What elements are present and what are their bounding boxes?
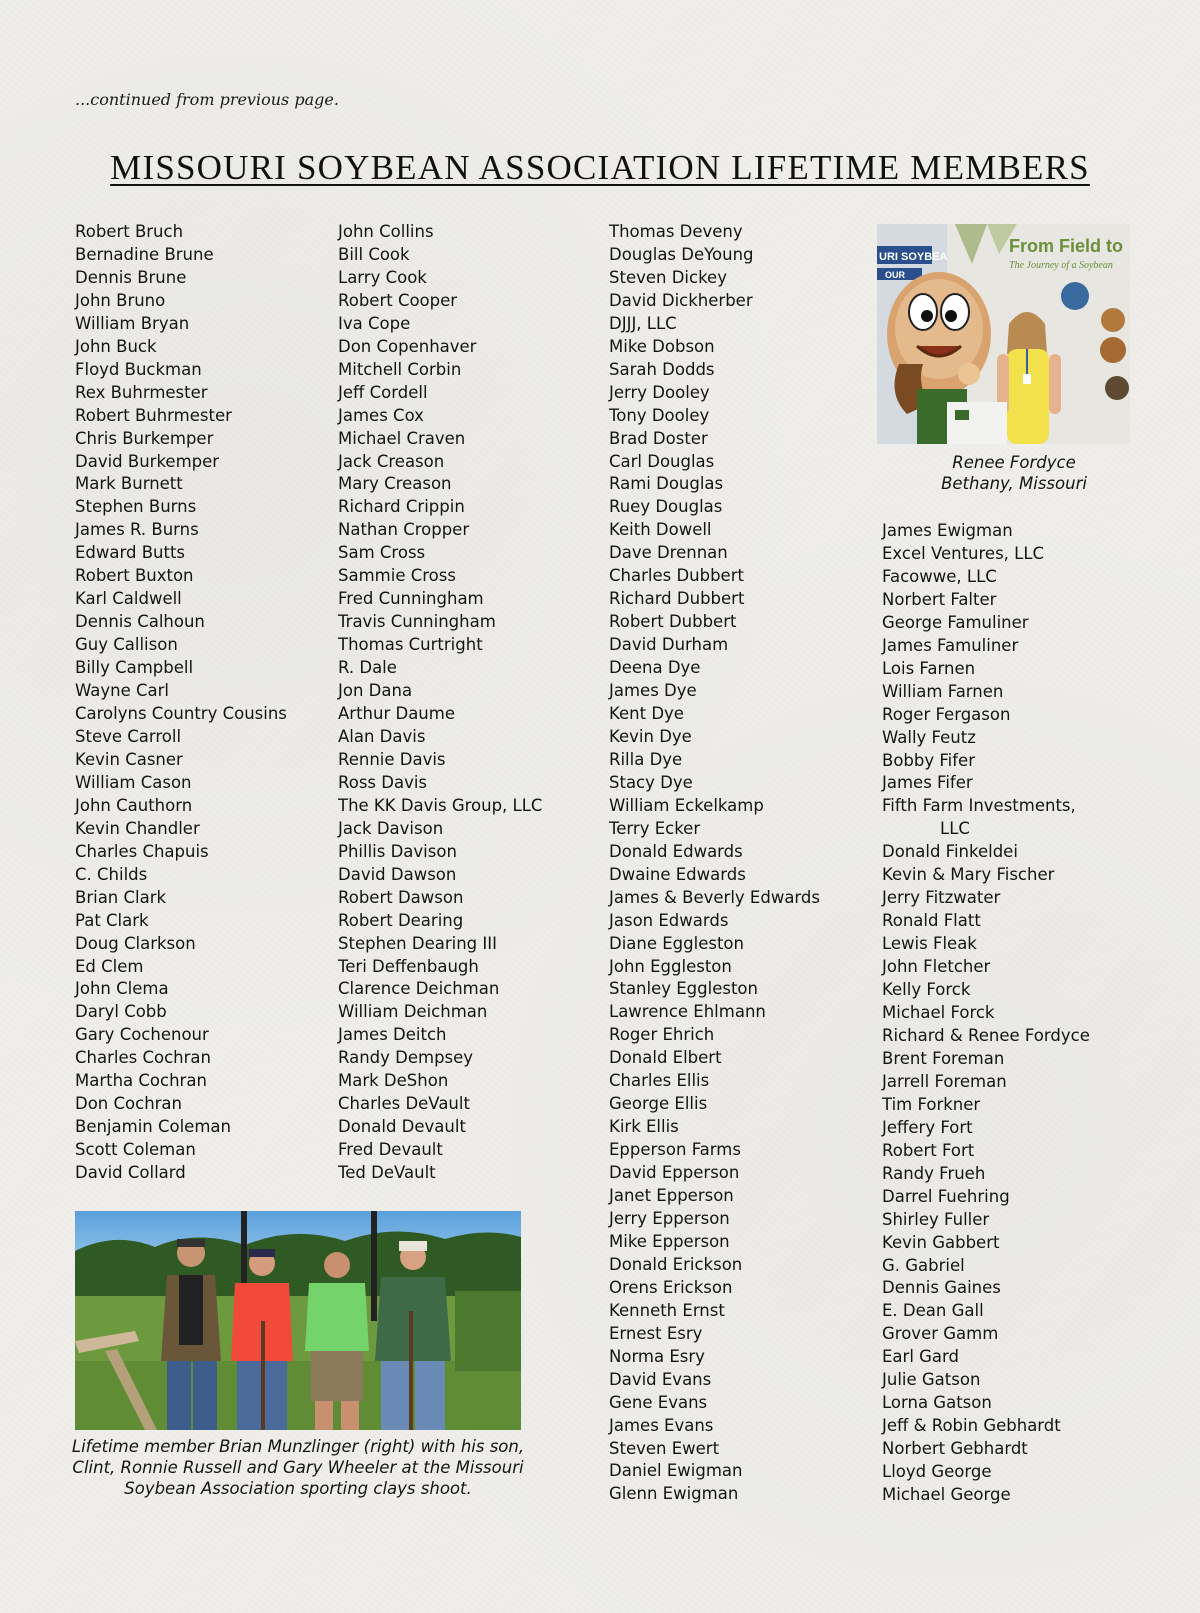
member-name: Thomas Curtright <box>338 635 483 655</box>
member-name: Ross Davis <box>338 772 428 792</box>
member-name: Norbert Gebhardt <box>882 1439 1028 1459</box>
member-name: Kirk Ellis <box>609 1117 679 1137</box>
member-name: James & Beverly Edwards <box>609 887 820 907</box>
member-name: Sammie Cross <box>338 566 456 586</box>
member-name: Karl Caldwell <box>75 589 182 609</box>
banner-left-text-2: OUR <box>885 270 905 280</box>
member-name: James Ewigman <box>882 521 1013 540</box>
member-name: Dave Drennan <box>609 543 728 563</box>
member-name: Keith Dowell <box>609 520 712 540</box>
member-name: Ed Clem <box>75 956 144 976</box>
member-name: The KK Davis Group, LLC <box>338 795 543 815</box>
member-name: William Deichman <box>338 1002 488 1022</box>
member-name: David Epperson <box>609 1163 740 1183</box>
member-name: Jason Edwards <box>609 910 729 930</box>
member-name: John Buck <box>75 336 157 356</box>
sporting-clays-caption: Lifetime member Brian Munzlinger (right) with his son, Clint, Ronnie Russell and Gary Wheeler at the Missouri Soybean Association sporting clays shoot. <box>71 1437 525 1498</box>
member-name: Tim Forkner <box>882 1094 981 1114</box>
member-name: Ronald Flatt <box>882 911 981 931</box>
member-name: Kevin Dye <box>609 726 692 746</box>
member-name: Roger Ehrich <box>609 1025 715 1045</box>
mascot-photo-illustration <box>877 224 1130 444</box>
member-name: Jerry Dooley <box>609 382 710 402</box>
member-name: Lorna Gatson <box>882 1393 992 1413</box>
caption-location: Bethany, Missouri <box>941 474 1087 493</box>
member-name: Dwaine Edwards <box>609 864 746 884</box>
member-name: Deena Dye <box>609 658 701 678</box>
member-name: Thomas Deveny <box>609 222 743 241</box>
member-name: Martha Cochran <box>75 1071 207 1091</box>
member-name: Robert Dubbert <box>609 612 737 632</box>
member-name: Mike Dobson <box>609 336 715 356</box>
member-name: William Farnen <box>882 681 1004 701</box>
banner-left-text: URI SOYBEA <box>879 251 948 263</box>
member-name: Kevin Gabbert <box>882 1232 1000 1252</box>
member-name: Ruey Douglas <box>609 497 723 517</box>
member-name: Dennis Calhoun <box>75 612 205 632</box>
member-name: James R. Burns <box>75 520 199 540</box>
member-name: Donald Devault <box>338 1117 466 1137</box>
member-name: Steven Ewert <box>609 1438 720 1458</box>
member-name: Fred Devault <box>338 1140 443 1160</box>
member-name: Iva Cope <box>338 313 411 333</box>
member-name: Stephen Dearing III <box>338 933 497 953</box>
member-name: Steven Dickey <box>609 267 727 287</box>
member-name: Phillis Davison <box>338 841 457 861</box>
member-name: Kenneth Ernst <box>609 1300 725 1320</box>
member-name: Travis Cunningham <box>338 612 496 632</box>
member-name: Dennis Brune <box>75 267 187 287</box>
member-name: Lois Farnen <box>882 658 976 678</box>
member-name: Benjamin Coleman <box>75 1117 231 1137</box>
member-name: David Dickherber <box>609 290 753 310</box>
member-name: George Ellis <box>609 1094 708 1114</box>
member-name: Earl Gard <box>882 1347 960 1367</box>
member-name: Bill Cook <box>338 244 410 264</box>
member-name: John Eggleston <box>609 956 732 976</box>
member-name: Doug Clarkson <box>75 933 196 953</box>
members-column-4-group-b <box>882 841 1090 1507</box>
member-name: Carolyns Country Cousins <box>75 704 287 724</box>
member-name: Lawrence Ehlmann <box>609 1002 766 1022</box>
member-name: Diane Eggleston <box>609 933 744 953</box>
member-name: Dennis Gaines <box>882 1278 1001 1298</box>
member-name: Charles Cochran <box>75 1048 211 1068</box>
member-name: E. Dean Gall <box>882 1301 984 1321</box>
member-name: Ted DeVault <box>338 1163 436 1183</box>
member-name: Pat Clark <box>75 910 149 930</box>
member-name: Brent Foreman <box>882 1048 1005 1068</box>
member-name: Richard Dubbert <box>609 589 745 609</box>
member-name: Kevin & Mary Fischer <box>882 865 1055 885</box>
member-name: Kelly Forck <box>882 980 971 1000</box>
member-name: Fred Cunningham <box>338 589 484 609</box>
member-name: Carl Douglas <box>609 451 715 471</box>
member-name: Orens Erickson <box>609 1277 733 1297</box>
member-name: James Fifer <box>882 773 973 793</box>
member-name: Wally Feutz <box>882 727 976 747</box>
member-name: Billy Campbell <box>75 658 194 678</box>
member-name: Tony Dooley <box>609 405 710 425</box>
member-name: Jon Dana <box>338 681 413 701</box>
member-name: Steve Carroll <box>75 726 182 746</box>
member-name: Don Cochran <box>75 1094 183 1114</box>
member-name: John Fletcher <box>882 957 991 977</box>
member-name: James Dye <box>609 681 697 701</box>
caption-name: Renee Fordyce <box>952 453 1076 472</box>
member-name: Brad Doster <box>609 428 708 448</box>
member-name: James Deitch <box>338 1025 447 1045</box>
member-name: Daniel Ewigman <box>609 1461 743 1481</box>
member-name: Gene Evans <box>609 1392 708 1412</box>
member-name: R. Dale <box>338 658 397 678</box>
member-name: Michael Craven <box>338 428 466 448</box>
member-name: Rami Douglas <box>609 474 724 494</box>
member-name: Mary Creason <box>338 474 452 494</box>
member-name: Lloyd George <box>882 1462 992 1482</box>
member-name: Robert Fort <box>882 1140 975 1160</box>
member-name: Michael Forck <box>882 1003 995 1023</box>
member-name: Ernest Esry <box>609 1323 703 1343</box>
member-name: Roger Fergason <box>882 704 1011 724</box>
members-column-4-group-a <box>882 520 1090 795</box>
member-name: Jeff Cordell <box>338 382 428 402</box>
member-name: Mark Burnett <box>75 474 183 494</box>
members-column-4 <box>882 520 1090 1507</box>
member-name: Jack Davison <box>338 818 444 838</box>
member-name: Mark DeShon <box>338 1071 449 1091</box>
member-name: Jeff & Robin Gebhardt <box>882 1416 1061 1436</box>
member-name: Epperson Farms <box>609 1140 741 1160</box>
member-name: Jerry Epperson <box>609 1208 730 1228</box>
member-name: Arthur Daume <box>338 704 455 724</box>
member-name: Charles Chapuis <box>75 841 209 861</box>
photo-sporting-clays <box>75 1211 521 1430</box>
member-name: Rilla Dye <box>609 749 683 769</box>
member-name: Donald Erickson <box>609 1254 743 1274</box>
sporting-clays-photo-illustration <box>75 1211 521 1430</box>
member-name: Rex Buhrmester <box>75 382 208 402</box>
member-name: Stephen Burns <box>75 497 197 517</box>
member-name: Scott Coleman <box>75 1140 196 1160</box>
member-name: Robert Buxton <box>75 566 194 586</box>
member-name: James Evans <box>609 1415 714 1435</box>
member-name: William Eckelkamp <box>609 795 764 815</box>
member-name: Guy Callison <box>75 635 178 655</box>
member-name: Jarrell Foreman <box>882 1071 1007 1091</box>
member-name: Robert Cooper <box>338 290 458 310</box>
member-name: Don Copenhaver <box>338 336 477 356</box>
member-name: George Famuliner <box>882 612 1029 632</box>
member-name: William Cason <box>75 772 192 792</box>
banner-title-text: From Field to <box>1009 236 1123 256</box>
member-name: Sarah Dodds <box>609 359 715 379</box>
member-name: Charles Dubbert <box>609 566 744 586</box>
member-name: Brian Clark <box>75 887 167 907</box>
member-name: Darrel Fuehring <box>882 1186 1010 1206</box>
member-name: G. Gabriel <box>882 1255 965 1275</box>
member-name: Glenn Ewigman <box>609 1484 739 1504</box>
member-name: Excel Ventures, LLC <box>882 543 1045 563</box>
member-name: C. Childs <box>75 864 148 884</box>
member-name: Randy Frueh <box>882 1163 986 1183</box>
member-name: Nathan Cropper <box>338 520 470 540</box>
member-name: DJJJ, LLC <box>609 313 677 333</box>
member-name: John Collins <box>338 222 434 241</box>
member-name: Michael George <box>882 1485 1011 1505</box>
member-name: Terry Ecker <box>609 818 701 838</box>
member-name: Robert Dawson <box>338 887 464 907</box>
member-name: Bobby Fifer <box>882 750 975 770</box>
member-name: Robert Dearing <box>338 910 464 930</box>
member-name: Bernadine Brune <box>75 244 214 264</box>
member-name: Mitchell Corbin <box>338 359 462 379</box>
member-name: Richard & Renee Fordyce <box>882 1025 1090 1045</box>
member-name: David Burkemper <box>75 451 220 471</box>
member-name: Larry Cook <box>338 267 427 287</box>
member-name: James Famuliner <box>882 635 1019 655</box>
member-name: Gary Cochenour <box>75 1025 209 1045</box>
member-name: David Dawson <box>338 864 457 884</box>
member-name: Julie Gatson <box>882 1370 981 1390</box>
member-name: Shirley Fuller <box>882 1209 990 1229</box>
member-name: Charles Ellis <box>609 1071 710 1091</box>
member-name: Teri Deffenbaugh <box>338 956 479 976</box>
photo-mascot <box>877 224 1130 444</box>
member-name: David Durham <box>609 635 729 655</box>
member-name: Jerry Fitzwater <box>882 888 1001 908</box>
member-name: Kevin Casner <box>75 749 183 769</box>
member-name: Edward Butts <box>75 543 186 563</box>
continued-note: ...continued from previous page. <box>75 90 339 109</box>
member-name: Kent Dye <box>609 704 684 724</box>
member-name: William Bryan <box>75 313 190 333</box>
member-name: Alan Davis <box>338 726 426 746</box>
mascot-photo-caption <box>877 452 1151 494</box>
page-title: MISSOURI SOYBEAN ASSOCIATION LIFETIME MEMBERS <box>110 148 1090 187</box>
member-name: John Clema <box>75 979 169 999</box>
member-name: Richard Crippin <box>338 497 465 517</box>
member-name: Robert Buhrmester <box>75 405 232 425</box>
member-name: Mike Epperson <box>609 1231 730 1251</box>
member-name: Lewis Fleak <box>882 934 977 954</box>
member-name: Kevin Chandler <box>75 818 200 838</box>
member-name: Charles DeVault <box>338 1094 470 1114</box>
member-name: Wayne Carl <box>75 681 169 701</box>
member-name: Donald Edwards <box>609 841 743 861</box>
member-name: John Cauthorn <box>75 795 193 815</box>
member-name: Janet Epperson <box>609 1186 734 1206</box>
members-column-1 <box>75 221 287 1185</box>
member-name: David Evans <box>609 1369 712 1389</box>
member-name: Norbert Falter <box>882 589 997 609</box>
member-name: Clarence Deichman <box>338 979 500 999</box>
member-name: Donald Finkeldei <box>882 842 1018 862</box>
members-column-3 <box>609 221 820 1506</box>
member-name-line1: Fifth Farm Investments, <box>882 796 1076 816</box>
member-name: Stanley Eggleston <box>609 979 758 999</box>
member-name <box>882 795 1090 841</box>
member-name: Douglas DeYoung <box>609 244 754 264</box>
member-name: Robert Bruch <box>75 222 184 241</box>
member-name: Randy Dempsey <box>338 1048 474 1068</box>
member-name: Stacy Dye <box>609 772 693 792</box>
member-name: John Bruno <box>75 290 166 310</box>
banner-subtitle-text: The Journey of a Soybean <box>1009 260 1113 271</box>
member-name: Chris Burkemper <box>75 428 214 448</box>
member-name: Daryl Cobb <box>75 1002 167 1022</box>
member-name: David Collard <box>75 1163 186 1183</box>
member-name: Floyd Buckman <box>75 359 202 379</box>
member-name: Sam Cross <box>338 543 426 563</box>
members-column-2 <box>338 221 542 1185</box>
member-name: Donald Elbert <box>609 1048 722 1068</box>
member-name: Jack Creason <box>338 451 445 471</box>
member-name: James Cox <box>338 405 424 425</box>
member-name: Jeffery Fort <box>882 1117 973 1137</box>
member-name: Rennie Davis <box>338 749 446 769</box>
member-name-line2: LLC <box>940 819 970 839</box>
member-name: Grover Gamm <box>882 1324 999 1344</box>
member-name: Norma Esry <box>609 1346 705 1366</box>
member-name: Facowwe, LLC <box>882 566 997 586</box>
